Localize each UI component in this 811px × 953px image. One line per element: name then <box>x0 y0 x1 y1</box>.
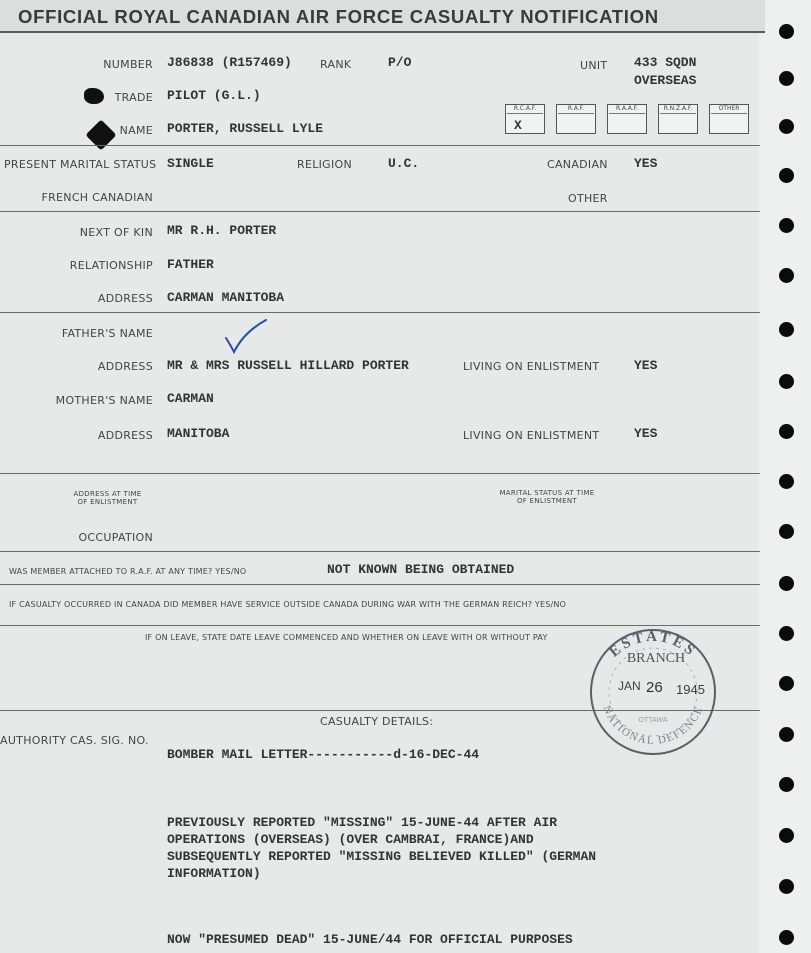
details-line-1: PREVIOUSLY REPORTED "MISSING" 15-JUNE-44 AFTER AIR <box>167 815 558 830</box>
binder-hole <box>779 828 794 843</box>
binder-hole <box>779 424 794 439</box>
mother-living-value: YES <box>634 426 658 441</box>
canada-question-label: IF CASUALTY OCCURRED IN CANADA DID MEMBER HAVE SERVICE OUTSIDE CANADA DURING WAR WITH THE GERMAN REICH? YES/NO <box>9 600 567 609</box>
divider <box>0 473 760 474</box>
mother-address-label: ADDRESS <box>97 429 153 442</box>
authority-value: BOMBER MAIL LETTER-----------d-16-DEC-44 <box>167 747 480 762</box>
service-box-mark: X <box>514 118 522 133</box>
mother-living-label: LIVING ON ENLISTMENT <box>463 429 600 442</box>
service-box-label: R.C.A.F. <box>507 105 543 114</box>
mothers-name-label: MOTHER'S NAME <box>55 394 153 407</box>
binder-hole <box>779 71 794 86</box>
form-title-bar <box>0 0 765 33</box>
binder-hole <box>779 930 794 945</box>
binder-hole <box>779 626 794 641</box>
raf-question-value: NOT KNOWN BEING OBTAINED <box>327 562 515 577</box>
father-living-label: LIVING ON ENLISTMENT <box>463 360 600 373</box>
service-box-rcaf <box>505 104 545 134</box>
father-address-value: MR & MRS RUSSELL HILLARD PORTER <box>167 358 409 373</box>
marital-at-enlistment-label <box>482 489 612 505</box>
label-line: OF ENLISTMENT <box>517 497 577 505</box>
details-final-line: NOW "PRESUMED DEAD" 15-JUNE/44 FOR OFFICIAL PURPOSES <box>167 932 573 947</box>
label-line: OF ENLISTMENT <box>77 498 138 506</box>
religion-value: U.C. <box>388 156 420 171</box>
service-box-label: R.A.A.F. <box>609 105 645 114</box>
binder-hole <box>779 168 794 183</box>
rank-value: P/O <box>388 55 412 70</box>
mothers-name-value: CARMAN <box>167 391 214 406</box>
relationship-value: FATHER <box>167 257 214 272</box>
next-of-kin-value: MR R.H. PORTER <box>167 223 277 238</box>
label-line: MARITAL STATUS AT TIME <box>499 489 595 497</box>
nok-address-label: ADDRESS <box>97 292 153 305</box>
binder-hole <box>779 879 794 894</box>
name-value: PORTER, RUSSELL LYLE <box>167 121 324 136</box>
service-box-raaf <box>607 104 647 134</box>
divider <box>0 211 760 212</box>
stamp-month: JAN <box>618 679 641 693</box>
divider <box>0 551 760 552</box>
number-value: J86838 (R157469) <box>167 55 292 70</box>
service-box-label: R.A.F. <box>558 105 594 114</box>
stamp-top-text: ESTATES <box>606 628 700 661</box>
binder-hole <box>779 676 794 691</box>
next-of-kin-label: NEXT OF KIN <box>79 226 153 239</box>
marital-status-label: PRESENT MARITAL STATUS <box>4 158 157 171</box>
checkmark-icon <box>222 316 270 356</box>
binder-hole <box>779 374 794 389</box>
stamp-year: 1945 <box>676 682 705 697</box>
stamp-bottom-text: NATIONAL DEFENCE <box>600 704 706 747</box>
name-label: NAME <box>119 124 153 137</box>
address-at-enlistment-label <box>60 490 155 506</box>
binder-hole <box>779 119 794 134</box>
received-stamp <box>580 628 726 756</box>
details-line-4: INFORMATION) <box>167 866 261 881</box>
number-label: NUMBER <box>103 58 153 71</box>
service-box-rnzaf <box>658 104 698 134</box>
divider <box>0 584 760 585</box>
binder-hole <box>779 576 794 591</box>
marital-status-value: SINGLE <box>167 156 214 171</box>
binder-hole <box>779 268 794 283</box>
rank-label: RANK <box>320 58 352 71</box>
nok-address-value: CARMAN MANITOBA <box>167 290 285 305</box>
occupation-label: OCCUPATION <box>78 531 153 544</box>
father-address-label: ADDRESS <box>97 360 153 373</box>
service-box-label: OTHER <box>711 105 747 114</box>
binder-hole <box>779 322 794 337</box>
stamp-day: 26 <box>646 679 663 696</box>
trade-value: PILOT (G.L.) <box>167 88 261 103</box>
binder-hole <box>779 777 794 792</box>
binder-hole <box>779 218 794 233</box>
service-box-label: R.N.Z.A.F. <box>660 105 696 114</box>
casualty-details-label: CASUALTY DETAILS: <box>320 715 434 728</box>
details-line-2: OPERATIONS (OVERSEAS) (OVER CAMBRAI, FRANCE)AND <box>167 832 534 847</box>
stamp-branch: BRANCH <box>626 651 686 666</box>
mother-address-value: MANITOBA <box>167 426 230 441</box>
unit-value-line2: OVERSEAS <box>634 73 697 88</box>
stamp-center-text: OTTAWA <box>638 717 668 724</box>
details-line-3: SUBSEQUENTLY REPORTED "MISSING BELIEVED KILLED" (GERMAN <box>167 849 597 864</box>
fathers-name-label: FATHER'S NAME <box>61 327 153 340</box>
binder-hole <box>779 727 794 742</box>
other-label: OTHER <box>568 192 608 205</box>
father-living-value: YES <box>634 358 658 373</box>
authority-label: AUTHORITY CAS. SIG. NO. <box>0 734 149 747</box>
religion-label: RELIGION <box>297 158 353 171</box>
service-box-raf <box>556 104 596 134</box>
service-box-other <box>709 104 749 134</box>
form-title: OFFICIAL ROYAL CANADIAN AIR FORCE CASUALTY NOTIFICATION <box>18 6 659 27</box>
divider <box>0 625 760 626</box>
label-line: ADDRESS AT TIME <box>73 490 142 498</box>
divider <box>0 312 760 313</box>
canadian-value: YES <box>634 156 658 171</box>
raf-question-label: WAS MEMBER ATTACHED TO R.A.F. AT ANY TIME? YES/NO <box>9 567 247 576</box>
leave-question-label: IF ON LEAVE, STATE DATE LEAVE COMMENCED AND WHETHER ON LEAVE WITH OR WITHOUT PAY <box>145 633 548 642</box>
binder-hole <box>779 24 794 39</box>
unit-label: UNIT <box>580 59 608 72</box>
binder-hole <box>779 474 794 489</box>
french-canadian-label: FRENCH CANADIAN <box>41 191 153 204</box>
canadian-label: CANADIAN <box>547 158 608 171</box>
binder-hole <box>779 524 794 539</box>
relationship-label: RELATIONSHIP <box>69 259 153 272</box>
unit-value-line1: 433 SQDN <box>634 55 697 70</box>
divider <box>0 145 760 146</box>
trade-label: TRADE <box>114 91 153 104</box>
